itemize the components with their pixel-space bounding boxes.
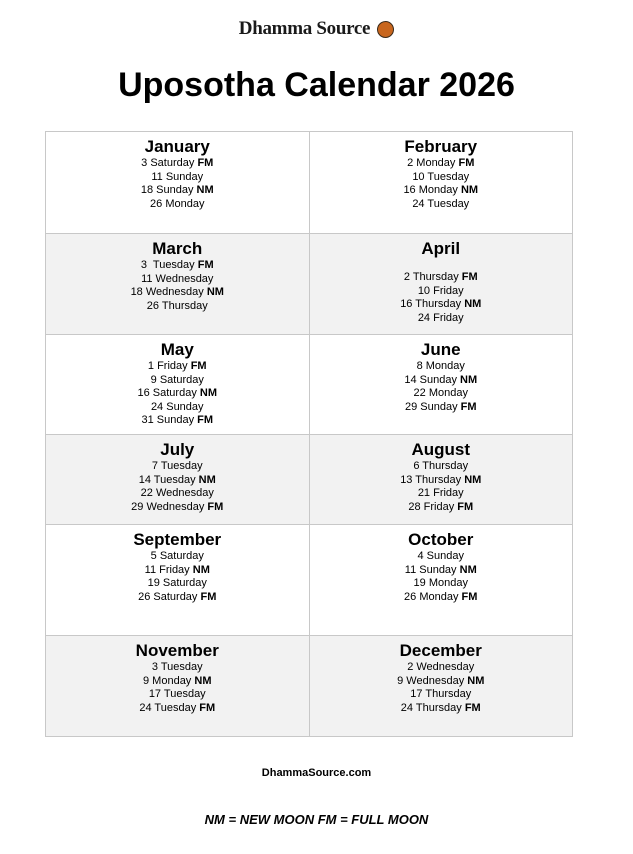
day-text: 10 Friday xyxy=(417,284,464,297)
day-text: 24 Sunday xyxy=(150,400,204,413)
day-text: 29 Sunday xyxy=(404,400,458,413)
month-cell-december xyxy=(309,636,573,737)
day-text: 9 Monday xyxy=(143,674,192,687)
uposatha-day xyxy=(310,271,573,285)
full-moon-marker: FM xyxy=(461,271,478,283)
day-text: 11 Friday xyxy=(144,563,190,576)
day-text: 16 Saturday xyxy=(137,387,197,400)
uposatha-day xyxy=(46,675,309,689)
day-text: 17 Thursday xyxy=(410,688,472,701)
uposatha-day xyxy=(310,312,573,326)
uposatha-day xyxy=(46,688,309,702)
day-text: 21 Friday xyxy=(417,487,464,500)
uposatha-day xyxy=(46,360,309,374)
uposatha-day xyxy=(46,414,309,428)
calendar-row xyxy=(46,525,573,636)
uposatha-day xyxy=(46,300,309,314)
new-moon-marker: NM xyxy=(464,473,482,486)
full-moon-marker: FM xyxy=(197,157,214,169)
new-moon-marker: NM xyxy=(460,373,478,386)
uposatha-day xyxy=(310,550,573,564)
day-text: 17 Tuesday xyxy=(148,688,206,701)
uposatha-day xyxy=(310,387,573,401)
uposatha-day xyxy=(310,184,573,198)
uposatha-day xyxy=(46,577,309,591)
month-name: November xyxy=(135,641,219,660)
day-text: 22 Monday xyxy=(413,387,468,400)
uposatha-day xyxy=(46,157,309,171)
day-text: 14 Sunday xyxy=(404,373,457,386)
uposatha-day xyxy=(310,675,573,689)
uposatha-day xyxy=(310,198,573,212)
uposatha-day xyxy=(46,374,309,388)
day-text: 9 Saturday xyxy=(150,373,204,386)
calendar-row xyxy=(46,234,573,335)
calendar-row xyxy=(46,435,573,525)
uposatha-day xyxy=(46,387,309,401)
month-cell-september xyxy=(46,525,310,636)
new-moon-marker: NM xyxy=(467,674,485,687)
month-name: February xyxy=(404,137,478,156)
calendar-row xyxy=(46,132,573,234)
full-moon-marker: FM xyxy=(197,414,214,427)
full-moon-marker: FM xyxy=(207,500,224,513)
day-text: 3 Tuesday xyxy=(151,661,203,673)
month-name: September xyxy=(133,530,222,549)
day-text: 16 Thursday xyxy=(400,298,462,311)
day-text: 3 Saturday xyxy=(141,157,195,169)
day-text: 10 Tuesday xyxy=(412,170,470,183)
month-name: July xyxy=(160,440,195,459)
full-moon-marker: FM xyxy=(460,400,477,413)
day-text: 26 Monday xyxy=(150,197,205,210)
day-text: 14 Tuesday xyxy=(138,473,196,486)
new-moon-marker: NM xyxy=(199,387,217,400)
uposatha-day xyxy=(46,591,309,605)
uposatha-day xyxy=(46,564,309,578)
brand-header xyxy=(0,18,633,44)
full-moon-marker: FM xyxy=(197,259,214,271)
month-name: August xyxy=(411,440,471,459)
day-text: 28 Friday xyxy=(408,500,455,513)
day-text: 2 Thursday xyxy=(403,271,459,283)
month-name: January xyxy=(144,137,210,156)
month-cell-october xyxy=(309,525,573,636)
page-title: Uposotha Calendar 2026 xyxy=(118,66,515,104)
uposatha-day xyxy=(46,259,309,273)
month-cell-june xyxy=(309,335,573,435)
month-cell-april xyxy=(309,234,573,335)
day-text: 5 Saturday xyxy=(150,550,204,562)
day-text: 29 Wednesday xyxy=(131,500,205,513)
day-text: 22 Wednesday xyxy=(140,487,214,500)
uposatha-day xyxy=(310,591,573,605)
day-text: 6 Thursday xyxy=(413,460,469,472)
uposatha-day xyxy=(310,661,573,675)
day-text: 13 Thursday xyxy=(400,473,462,486)
month-cell-august xyxy=(309,435,573,525)
uposatha-day xyxy=(46,550,309,564)
new-moon-marker: NM xyxy=(192,563,210,576)
day-text: 26 Monday xyxy=(404,590,459,603)
day-text: 19 Saturday xyxy=(147,577,207,590)
day-text: 2 Wednesday xyxy=(407,661,475,673)
uposatha-day xyxy=(46,171,309,185)
month-name: April xyxy=(421,239,461,258)
day-text: 24 Tuesday xyxy=(412,197,470,210)
full-moon-marker: FM xyxy=(464,701,481,714)
day-text: 19 Monday xyxy=(413,577,468,590)
uposatha-day xyxy=(310,374,573,388)
month-cell-march xyxy=(46,234,310,335)
month-name: May xyxy=(160,340,194,359)
uposatha-day xyxy=(310,285,573,299)
uposatha-day xyxy=(310,401,573,415)
full-moon-marker: FM xyxy=(461,590,478,603)
uposatha-day xyxy=(310,360,573,374)
uposatha-day xyxy=(46,273,309,287)
day-text: 4 Sunday xyxy=(417,550,464,562)
day-text: 24 Friday xyxy=(417,311,464,324)
uposatha-day xyxy=(310,702,573,716)
uposatha-day xyxy=(46,474,309,488)
day-text: 11 Wednesday xyxy=(141,272,214,285)
new-moon-marker: NM xyxy=(198,473,216,486)
calendar-row xyxy=(46,636,573,737)
month-name: March xyxy=(152,239,203,258)
uposatha-day xyxy=(310,298,573,312)
new-moon-marker: NM xyxy=(196,184,214,197)
new-moon-marker: NM xyxy=(206,286,224,299)
brand-logo-circle-icon xyxy=(377,21,394,38)
uposatha-day xyxy=(46,661,309,675)
uposatha-day xyxy=(46,487,309,501)
month-name: October xyxy=(408,530,474,549)
brand-name: Dhamma Source xyxy=(238,18,371,39)
month-cell-july xyxy=(46,435,310,525)
uposatha-day xyxy=(46,286,309,300)
day-text: 18 Sunday xyxy=(140,184,194,197)
day-text: 26 Thursday xyxy=(146,299,208,312)
spacer xyxy=(310,259,573,271)
month-cell-may xyxy=(46,335,310,435)
full-moon-marker: FM xyxy=(200,590,217,603)
month-cell-february xyxy=(309,132,573,234)
uposatha-day xyxy=(46,198,309,212)
uposatha-day xyxy=(310,474,573,488)
full-moon-marker: FM xyxy=(199,701,216,714)
day-text: 16 Monday xyxy=(403,184,458,197)
uposatha-day xyxy=(46,702,309,716)
new-moon-marker: NM xyxy=(464,298,482,311)
footer-website: DhammaSource.com xyxy=(261,767,372,779)
calendar-row xyxy=(46,335,573,435)
new-moon-marker: NM xyxy=(460,184,479,197)
new-moon-marker: NM xyxy=(459,563,477,576)
month-name: June xyxy=(420,340,461,359)
uposotha-calendar-table xyxy=(45,131,573,737)
uposatha-day xyxy=(46,184,309,198)
day-text: 8 Monday xyxy=(416,360,465,372)
day-text: 24 Thursday xyxy=(400,701,462,714)
uposatha-day xyxy=(310,460,573,474)
moon-phase-legend: NM = NEW MOON FM = FULL MOON xyxy=(204,812,429,827)
full-moon-marker: FM xyxy=(190,360,207,372)
uposatha-day xyxy=(310,171,573,185)
uposatha-day xyxy=(310,157,573,171)
uposatha-day xyxy=(46,501,309,515)
day-text: 11 Sunday xyxy=(151,170,204,183)
uposatha-day xyxy=(46,401,309,415)
day-text: 9 Wednesday xyxy=(397,674,465,687)
day-text: 7 Tuesday xyxy=(151,460,203,472)
day-text: 11 Sunday xyxy=(404,563,457,576)
uposatha-day xyxy=(310,688,573,702)
uposatha-day xyxy=(310,577,573,591)
day-text: 18 Wednesday xyxy=(130,286,204,299)
month-name: December xyxy=(399,641,482,660)
day-text: 26 Saturday xyxy=(138,590,198,603)
day-text: 24 Tuesday xyxy=(139,701,197,714)
day-text: 3 Tuesday xyxy=(140,259,195,271)
uposatha-day xyxy=(310,487,573,501)
day-text: 2 Monday xyxy=(407,157,456,169)
uposatha-day xyxy=(310,564,573,578)
full-moon-marker: FM xyxy=(458,157,475,169)
full-moon-marker: FM xyxy=(457,500,474,513)
month-cell-november xyxy=(46,636,310,737)
month-cell-january xyxy=(46,132,310,234)
new-moon-marker: NM xyxy=(194,674,212,687)
uposatha-day xyxy=(46,460,309,474)
day-text: 1 Friday xyxy=(147,360,188,372)
uposatha-day xyxy=(310,501,573,515)
day-text: 31 Sunday xyxy=(141,414,195,427)
